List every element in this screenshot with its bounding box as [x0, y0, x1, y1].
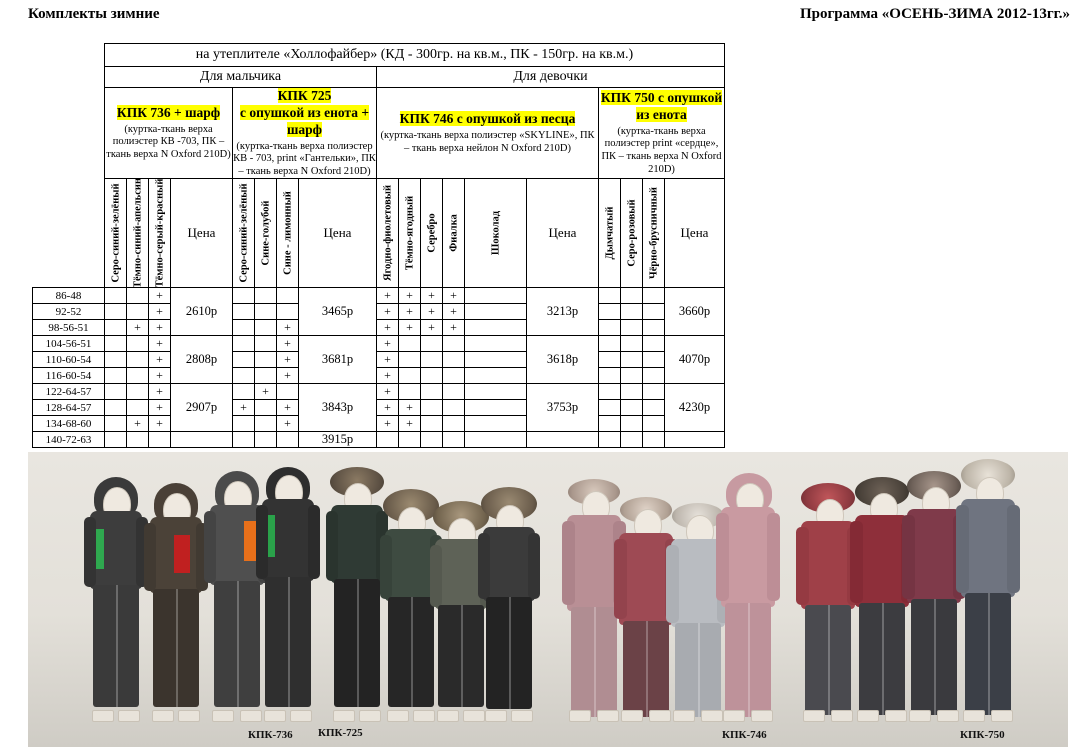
mark-746-5-2: [421, 368, 443, 384]
mark-725-7-1: [255, 400, 277, 416]
mark-736-5-1: [127, 368, 149, 384]
mark-725-7-0: +: [233, 400, 255, 416]
mark-750-6-1: [621, 384, 643, 400]
page-title: Комплекты зимние: [28, 6, 160, 22]
color-736-2: Тёмно-серый-красный: [149, 179, 171, 288]
mark-746-8-1: +: [399, 416, 421, 432]
table-row: [33, 368, 725, 384]
mark-746-6-3: [443, 384, 465, 400]
price-736-0: 2610р: [171, 288, 233, 336]
mark-746-3-2: [421, 336, 443, 352]
price-750-1: 4070р: [665, 336, 725, 384]
mark-746-9-3: [443, 432, 465, 448]
size-label: 92-52: [33, 304, 105, 320]
mark-725-2-2: +: [277, 320, 299, 336]
price-head-746: Цена: [527, 179, 599, 288]
mark-746-8-0: +: [377, 416, 399, 432]
size-label: 128-64-57: [33, 400, 105, 416]
price-746-2: 3753р: [527, 384, 599, 432]
mark-746-4-0: +: [377, 352, 399, 368]
mark-736-9-0: [105, 432, 127, 448]
photo-group-725: [318, 455, 538, 739]
caption-750: КПК-750: [960, 729, 1005, 741]
caption-746: КПК-746: [722, 729, 767, 741]
mark-750-1-1: [621, 304, 643, 320]
mark-725-2-0: [233, 320, 255, 336]
caption-725: КПК-725: [318, 727, 363, 739]
mark-750-1-0: [599, 304, 621, 320]
mark-736-0-0: [105, 288, 127, 304]
size-label: 116-60-54: [33, 368, 105, 384]
mark-750-3-0: [599, 336, 621, 352]
mark-750-8-2: [643, 416, 665, 432]
model-736-title: КПК 736 + шарф: [116, 104, 221, 120]
mark-750-1-2: [643, 304, 665, 320]
color-746-3: Фиалка: [443, 179, 465, 288]
model-725-title: КПК 725: [277, 88, 332, 103]
mark-750-8-0: [599, 416, 621, 432]
mark-725-0-1: [255, 288, 277, 304]
mark-746-3-0: +: [377, 336, 399, 352]
price-750-0: 3660р: [665, 288, 725, 336]
table-model-row: [33, 88, 725, 179]
mark-725-5-2: +: [277, 368, 299, 384]
mark-746-1-2: +: [421, 304, 443, 320]
mark-746-5-3: [443, 368, 465, 384]
mark-750-4-1: [621, 352, 643, 368]
table-row: [33, 384, 725, 400]
color-736-1: Тёмно-синий-апельсин: [127, 179, 149, 288]
group-boys: Для мальчика: [105, 67, 377, 88]
mark-725-4-2: +: [277, 352, 299, 368]
size-label: 98-56-51: [33, 320, 105, 336]
mark-736-4-1: [127, 352, 149, 368]
table-row: [33, 400, 725, 416]
mark-725-3-1: [255, 336, 277, 352]
mark-750-3-2: [643, 336, 665, 352]
mark-746-6-1: [399, 384, 421, 400]
mark-746-0-3: +: [443, 288, 465, 304]
model-725: [233, 88, 377, 179]
figure-736-1: [84, 477, 148, 717]
mark-750-6-2: [643, 384, 665, 400]
price-head-725: Цена: [299, 179, 377, 288]
size-label: 140-72-63: [33, 432, 105, 448]
price-750-2: 4230р: [665, 384, 725, 432]
mark-746-9-2: [421, 432, 443, 448]
mark-746-4-4: [465, 352, 527, 368]
mark-725-6-2: [277, 384, 299, 400]
table-row: [33, 336, 725, 352]
mark-746-9-4: [465, 432, 527, 448]
table-row: [33, 320, 725, 336]
page-header: [0, 6, 1088, 32]
mark-725-3-2: +: [277, 336, 299, 352]
mark-736-9-1: [127, 432, 149, 448]
mark-750-9-2: [643, 432, 665, 448]
mark-736-2-2: +: [149, 320, 171, 336]
price-table: [32, 43, 725, 448]
mark-750-5-1: [621, 368, 643, 384]
mark-746-6-4: [465, 384, 527, 400]
mark-746-7-3: [443, 400, 465, 416]
price-725-3: 3915р: [299, 432, 377, 448]
mark-736-3-0: [105, 336, 127, 352]
mark-736-1-1: [127, 304, 149, 320]
price-725-0: 3465р: [299, 288, 377, 336]
photo-strip: [0, 452, 1088, 747]
color-750-0: Дымчатый: [599, 179, 621, 288]
model-746-sub: (куртка-ткань верха полиэстер «SKYLINE», ПК – ткань верха нейлон N Oxford 210D): [380, 130, 595, 154]
mark-725-9-1: [255, 432, 277, 448]
mark-746-9-1: [399, 432, 421, 448]
mark-750-4-0: [599, 352, 621, 368]
mark-750-7-2: [643, 400, 665, 416]
mark-750-6-0: [599, 384, 621, 400]
mark-736-8-0: [105, 416, 127, 432]
mark-725-1-0: [233, 304, 255, 320]
mark-746-3-1: [399, 336, 421, 352]
mark-750-4-2: [643, 352, 665, 368]
insulation-banner: на утеплителе «Холлофайбер» (КД - 300гр. на кв.м., ПК - 150гр. на кв.м.): [105, 44, 725, 67]
mark-750-2-1: [621, 320, 643, 336]
mark-736-9-2: [149, 432, 171, 448]
mark-736-2-1: +: [127, 320, 149, 336]
mark-746-0-4: [465, 288, 527, 304]
mark-750-0-0: [599, 288, 621, 304]
table-row: [33, 432, 725, 448]
size-label: 86-48: [33, 288, 105, 304]
mark-746-2-2: +: [421, 320, 443, 336]
model-746: [377, 88, 599, 179]
size-label: 122-64-57: [33, 384, 105, 400]
mark-746-1-1: +: [399, 304, 421, 320]
color-746-1: Тёмно-ягодный: [399, 179, 421, 288]
model-725-title2: с опушкой из енота + шарф: [239, 104, 370, 137]
mark-736-1-0: [105, 304, 127, 320]
mark-750-7-1: [621, 400, 643, 416]
photo-group-746: [556, 447, 781, 741]
mark-736-3-1: [127, 336, 149, 352]
table-row: [33, 352, 725, 368]
mark-746-7-4: [465, 400, 527, 416]
mark-746-4-3: [443, 352, 465, 368]
mark-750-7-0: [599, 400, 621, 416]
price-725-1: 3681р: [299, 336, 377, 384]
mark-725-0-0: [233, 288, 255, 304]
mark-746-4-1: [399, 352, 421, 368]
mark-746-3-4: [465, 336, 527, 352]
color-746-4: Шоколад: [465, 179, 527, 288]
mark-736-5-2: +: [149, 368, 171, 384]
model-736: [105, 88, 233, 179]
mark-750-5-0: [599, 368, 621, 384]
price-736-empty: [171, 432, 233, 448]
mark-725-1-1: [255, 304, 277, 320]
mark-746-2-1: +: [399, 320, 421, 336]
mark-750-9-0: [599, 432, 621, 448]
color-750-1: Серо-розовый: [621, 179, 643, 288]
mark-746-6-0: +: [377, 384, 399, 400]
mark-750-5-2: [643, 368, 665, 384]
mark-736-8-1: +: [127, 416, 149, 432]
size-label: 104-56-51: [33, 336, 105, 352]
mark-725-9-0: [233, 432, 255, 448]
table-color-header-row: [33, 179, 725, 288]
mark-746-3-3: [443, 336, 465, 352]
mark-736-4-2: +: [149, 352, 171, 368]
mark-736-6-2: +: [149, 384, 171, 400]
color-725-2: Сине - лимонный: [277, 179, 299, 288]
mark-746-2-4: [465, 320, 527, 336]
figure-736-4: [256, 467, 320, 717]
mark-725-2-1: [255, 320, 277, 336]
color-746-0: Ягодно-фиолетовый: [377, 179, 399, 288]
figure-736-2: [144, 481, 208, 717]
mark-746-1-0: +: [377, 304, 399, 320]
mark-725-4-1: [255, 352, 277, 368]
mark-736-0-1: [127, 288, 149, 304]
mark-746-5-0: +: [377, 368, 399, 384]
model-750: [599, 88, 725, 179]
table-group-row: [33, 67, 725, 88]
mark-725-8-2: +: [277, 416, 299, 432]
color-736-0: Серо-синий-зелёный: [105, 179, 127, 288]
size-label: 134-68-60: [33, 416, 105, 432]
price-head-750: Цена: [665, 179, 725, 288]
mark-746-7-2: [421, 400, 443, 416]
mark-746-4-2: [421, 352, 443, 368]
model-725-sub: (куртка-ткань верха полиэстер КВ - 703, print «Гантельки», ПК – ткань верха N Oxford 210D): [233, 140, 376, 177]
mark-725-4-0: [233, 352, 255, 368]
table-row: [33, 304, 725, 320]
mark-750-8-1: [621, 416, 643, 432]
program-title: Программа «ОСЕНЬ-ЗИМА 2012-13гг.»: [799, 6, 1070, 22]
color-725-0: Серо-синий-зелёный: [233, 179, 255, 288]
mark-736-7-1: [127, 400, 149, 416]
mark-736-3-2: +: [149, 336, 171, 352]
figure-725-4: [478, 489, 540, 717]
mark-736-7-0: [105, 400, 127, 416]
price-736-1: 2808р: [171, 336, 233, 384]
figure-746-4: [716, 475, 780, 717]
figure-750-4: [956, 461, 1020, 717]
price-725-2: 3843р: [299, 384, 377, 432]
table-row: [33, 416, 725, 432]
mark-736-6-0: [105, 384, 127, 400]
photo-group-750: [790, 449, 1020, 741]
mark-746-8-3: [443, 416, 465, 432]
table-row: [33, 288, 725, 304]
table-banner-row: [33, 44, 725, 67]
mark-750-2-0: [599, 320, 621, 336]
model-746-title: КПК 746 с опушкой из песца: [399, 111, 576, 127]
price-head-736: Цена: [171, 179, 233, 288]
mark-725-3-0: [233, 336, 255, 352]
mark-725-7-2: +: [277, 400, 299, 416]
mark-750-0-1: [621, 288, 643, 304]
mark-746-7-0: +: [377, 400, 399, 416]
mark-725-9-2: [277, 432, 299, 448]
price-746-empty: [527, 432, 599, 448]
mark-746-1-4: [465, 304, 527, 320]
mark-746-1-3: +: [443, 304, 465, 320]
mark-736-6-1: [127, 384, 149, 400]
mark-750-0-2: [643, 288, 665, 304]
photo-group-736: [70, 452, 320, 741]
mark-725-6-1: +: [255, 384, 277, 400]
mark-746-8-2: [421, 416, 443, 432]
price-750-empty: [665, 432, 725, 448]
mark-746-5-4: [465, 368, 527, 384]
mark-736-5-0: [105, 368, 127, 384]
color-725-1: Сине-голубой: [255, 179, 277, 288]
model-736-sub: (куртка-ткань верха полиэстер КВ -703, ПК – ткань верха N Oxford 210D): [106, 123, 231, 160]
mark-725-6-0: [233, 384, 255, 400]
mark-746-9-0: [377, 432, 399, 448]
model-750-sub: (куртка-ткань верха полиэстер print «сердце», ПК – ткань верха N Oxford 210D): [601, 125, 722, 175]
mark-725-8-0: [233, 416, 255, 432]
mark-736-8-2: +: [149, 416, 171, 432]
mark-736-2-0: [105, 320, 127, 336]
size-label: 110-60-54: [33, 352, 105, 368]
caption-736: КПК-736: [248, 729, 293, 741]
figure-725-1: [326, 469, 388, 717]
mark-746-2-0: +: [377, 320, 399, 336]
mark-725-8-1: [255, 416, 277, 432]
color-746-2: Серебро: [421, 179, 443, 288]
mark-725-5-0: [233, 368, 255, 384]
color-750-2: Чёрно-брусничный: [643, 179, 665, 288]
mark-746-0-1: +: [399, 288, 421, 304]
group-girls: Для девочки: [377, 67, 725, 88]
price-736-2: 2907р: [171, 384, 233, 432]
mark-736-4-0: [105, 352, 127, 368]
mark-725-0-2: [277, 288, 299, 304]
mark-746-2-3: +: [443, 320, 465, 336]
mark-750-2-2: [643, 320, 665, 336]
mark-725-1-2: [277, 304, 299, 320]
price-746-0: 3213р: [527, 288, 599, 336]
mark-750-9-1: [621, 432, 643, 448]
model-750-title: КПК 750 с опушкой из енота: [600, 90, 723, 123]
mark-746-0-2: +: [421, 288, 443, 304]
mark-746-7-1: +: [399, 400, 421, 416]
mark-736-7-2: +: [149, 400, 171, 416]
mark-746-5-1: [399, 368, 421, 384]
mark-746-6-2: [421, 384, 443, 400]
mark-725-5-1: [255, 368, 277, 384]
mark-736-0-2: +: [149, 288, 171, 304]
mark-736-1-2: +: [149, 304, 171, 320]
mark-746-0-0: +: [377, 288, 399, 304]
mark-746-8-4: [465, 416, 527, 432]
price-746-1: 3618р: [527, 336, 599, 384]
mark-750-3-1: [621, 336, 643, 352]
